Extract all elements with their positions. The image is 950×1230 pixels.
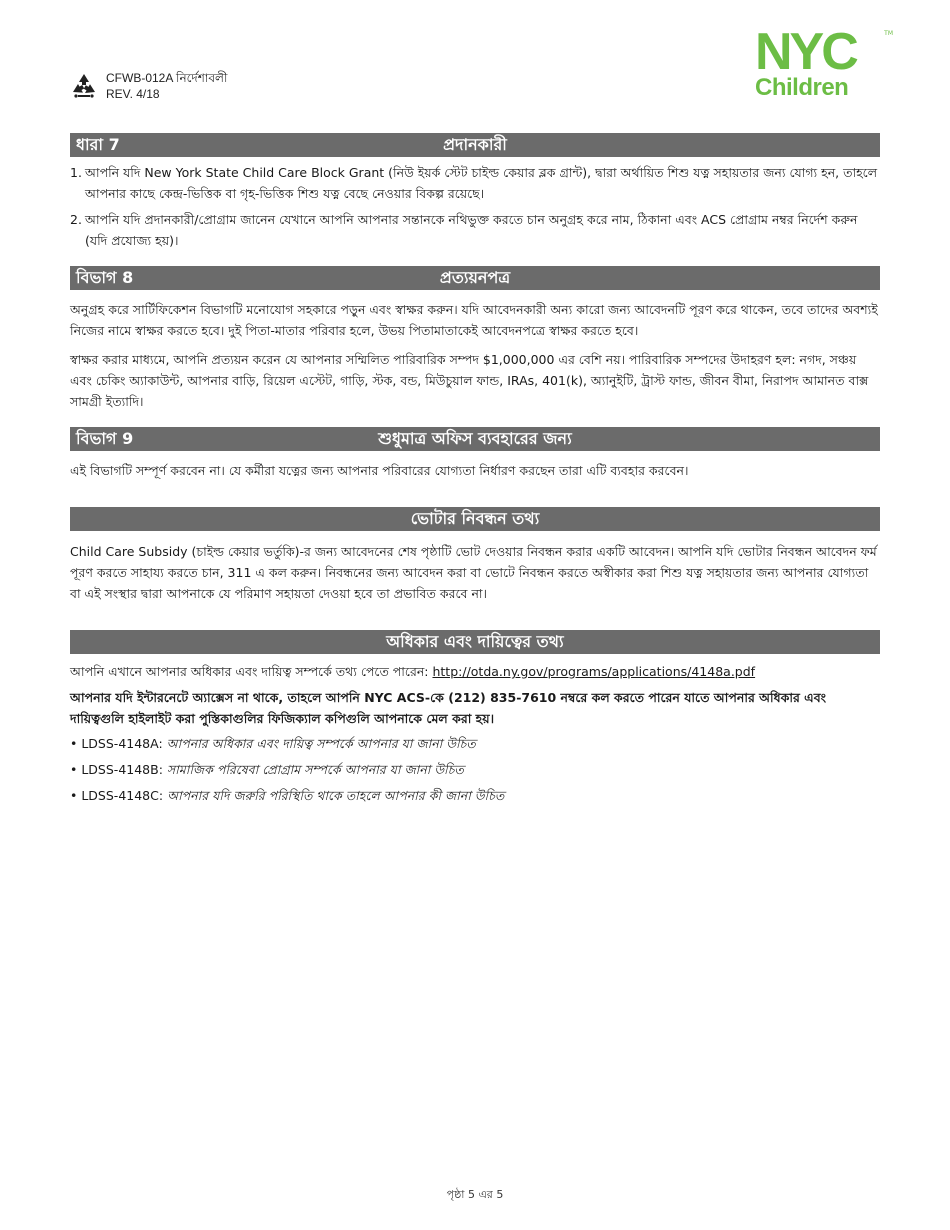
item-number: 2. (70, 212, 82, 227)
section-7-item-1 (70, 162, 880, 204)
rights-bullet-4148c (70, 786, 504, 806)
form-revision: REV. 4/18 (106, 87, 160, 101)
rights-bold-paragraph: আপনার যদি ইন্টারনেটে অ্যাক্সেস না থাকে, তাহলে আপনি NYC ACS-কে (212) 835-7610 নম্বরে কল করতে পারেন যাতে আপনার অধিকার এবং দায়িত্বগুলি হাইলাইট করা পুস্তিকাগুলির ফিজিক্যাল কপিগুলি আপনাকে মেল করা হয়। (70, 690, 827, 726)
section-8-header (70, 266, 880, 290)
section-8-title: প্রত্যয়নপত্র (439, 268, 511, 287)
nyc-children-logo (755, 23, 895, 104)
section-7-header (70, 133, 880, 157)
rights-bullet-4148a (70, 734, 476, 754)
section-8-label: বিভাগ 8 (76, 268, 134, 287)
item-text: আপনি যদি প্রদানকারী/প্রোগ্রাম জানেন যেখানে আপনি আপনার সন্তানকে নথিভুক্ত করতে চান অনুগ্রহ করে নাম, ঠিকানা এবং ACS প্রোগ্রাম নম্বর নির্দেশ করুন (যদি প্রযোজ্য হয়)। (85, 212, 858, 248)
logo-nyc-text: NYC (755, 23, 856, 81)
section-8-paragraph-1: অনুগ্রহ করে সার্টিফিকেশন বিভাগটি মনোযোগ সহকারে পড়ুন এবং স্বাক্ষর করুন। যদি আবেদনকারী অন্য কারো জন্য আবেদনটি পূরণ করে থাকেন, তবে তাদের অবশ্যই নিজের নামে স্বাক্ষর করতে হবে। দুই পিতা-মাতার পরিবার হলে, উভয় পিতামাতাকেই আবেদনপত্রে স্বাক্ষর করতে হবে। (70, 302, 878, 338)
rights-title: অধিকার এবং দায়িত্বের তথ্য (386, 632, 564, 651)
bullet-code: • LDSS-4148A: (70, 736, 163, 751)
section-9-label: বিভাগ 9 (76, 429, 134, 448)
section-9-header (70, 427, 880, 451)
form-header (70, 70, 227, 102)
bullet-description: আপনার অধিকার এবং দায়িত্ব সম্পর্কে আপনার যা জানা উচিত (166, 736, 476, 751)
section-9-title: শুধুমাত্র অফিস ব্যবহারের জন্য (378, 429, 572, 448)
bullet-code: • LDSS-4148C: (70, 788, 164, 803)
voter-registration-paragraph: Child Care Subsidy (চাইল্ড কেয়ার ভর্তুকি)-র জন্য আবেদনের শেষ পৃষ্ঠাটি ভোট দেওয়ার নিবন্ধন করার একটি আবেদন। আপনি যদি ভোটার নিবন্ধন আবেদন ফর্ম পূরণ করতে সাহায্য করতে চান, 311 এ কল করুন। নিবন্ধনের জন্য আবেদন করা বা ভোটে নিবন্ধন করতে অস্বীকার করা শিশু যত্ন সহায়তার জন্য আপনার যোগ্যতা বা এই সংস্থার দ্বারা আপনাকে যে পরিমাণ সহায়তা দেওয়া হবে তা প্রভাবিত করবে না। (70, 544, 877, 601)
item-number: 1. (70, 165, 82, 180)
bullet-description: সামাজিক পরিষেবা প্রোগ্রাম সম্পর্কে আপনার যা জানা উচিত (166, 762, 464, 777)
form-code: CFWB-012A নির্দেশাবলী (106, 71, 228, 85)
section-8-paragraph-2: স্বাক্ষর করার মাধ্যমে, আপনি প্রত্যয়ন করেন যে আপনার সম্মিলিত পারিবারিক সম্পদ $1,000,000 এর বেশি নয়। পারিবারিক সম্পদের উদাহরণ হল: নগদ, সঞ্চয় এবং চেকিং অ্যাকাউন্ট, আপনার বাড়ি, রিয়েল এস্টেট, গাড়ি, স্টক, বন্ড, মিউচুয়াল ফান্ড, IRAs, 401(k), অ্যানুইটি, ট্রাস্ট ফান্ড, জীবন বীমা, নিরাপদ আমানত বাক্স সামগ্রী ইত্যাদি। (70, 352, 869, 409)
voter-registration-header (70, 507, 880, 531)
logo-trademark: TM (884, 30, 893, 37)
page-number: পৃষ্ঠা 5 এর 5 (446, 1188, 504, 1201)
bullet-description: আপনার যদি জরুরি পরিস্থিতি থাকে তাহলে আপনার কী জানা উচিত (167, 788, 505, 803)
rights-intro-text: আপনি এখানে আপনার অধিকার এবং দায়িত্ব সম্পর্কে তথ্য পেতে পারেন: (70, 664, 429, 679)
section-9-paragraph: এই বিভাগটি সম্পূর্ণ করবেন না। যে কর্মীরা যত্নের জন্য আপনার পরিবারের যোগ্যতা নির্ধারণ করছেন তারা এটি ব্যবহার করবেন। (70, 463, 689, 478)
logo-children-text: Children (755, 74, 849, 101)
section-7-label: ধারা 7 (76, 135, 120, 154)
rights-bullet-4148b (70, 760, 464, 780)
section-7-title: প্রদানকারী (443, 135, 507, 154)
rights-pdf-link[interactable]: http://otda.ny.gov/programs/applications/4148a.pdf (432, 664, 756, 679)
recycle-icon (70, 72, 98, 100)
item-text: আপনি যদি New York State Child Care Block Grant (নিউ ইয়র্ক স্টেট চাইল্ড কেয়ার ব্লক গ্রান্ট), দ্বারা অর্থায়িত শিশু যত্ন সহায়তার জন্য যোগ্য হন, তাহলে আপনার কাছে কেন্দ্র-ভিত্তিক বা গৃহ-ভিত্তিক শিশু যত্ন বেছে নেওয়ার বিকল্প রয়েছে। (85, 165, 878, 201)
voter-registration-title: ভোটার নিবন্ধন তথ্য (410, 509, 540, 528)
rights-header (70, 630, 880, 654)
rights-intro-line (70, 661, 880, 682)
section-7-item-2 (70, 209, 880, 251)
bullet-code: • LDSS-4148B: (70, 762, 163, 777)
